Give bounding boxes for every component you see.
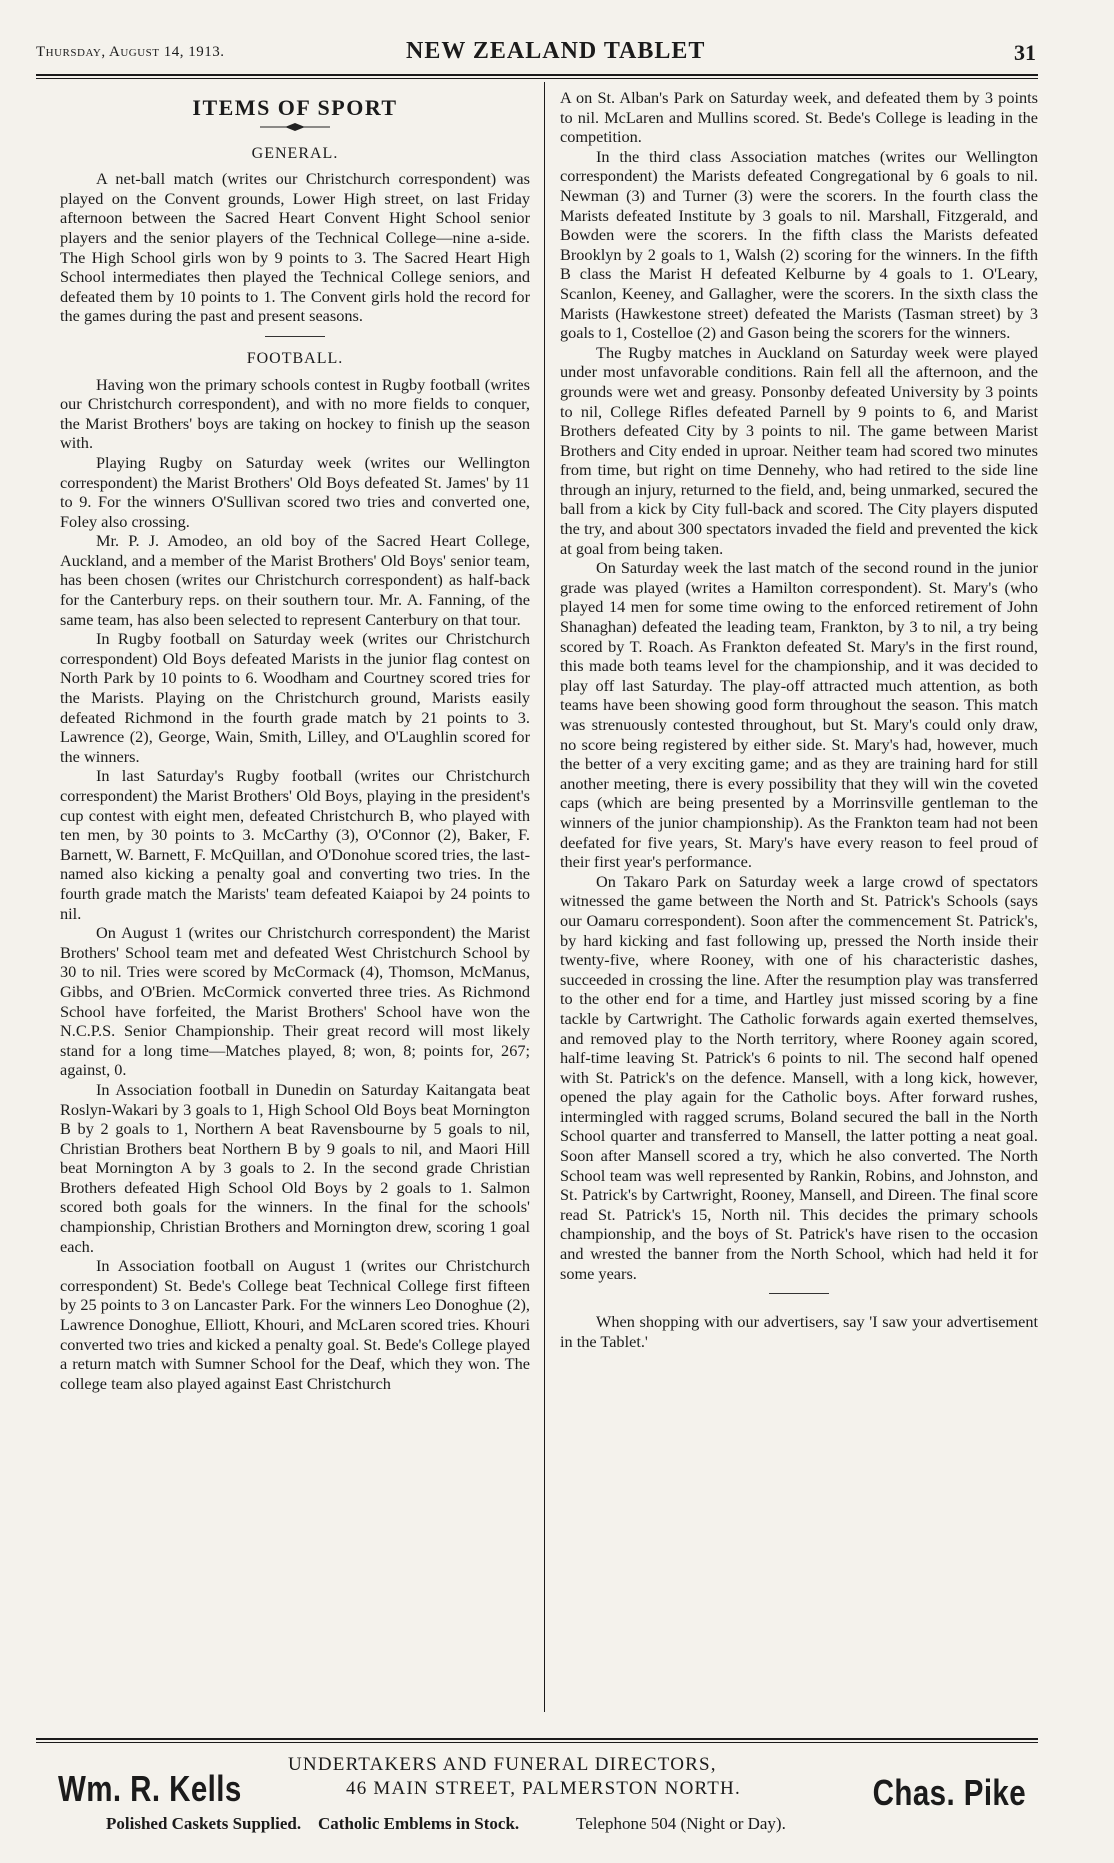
football-paragraph: Having won the primary schools contest in Rugby football (writes our Christchurch correspondent), and with no more fields to conquer, the Marist Brothers' boys are taking on hockey to finish up the season with. <box>60 374 530 453</box>
football-paragraph: In last Saturday's Rugby football (writes our Christchurch correspondent) the Marist Brothers' Old Boys, playing in the president's cup contest with eight men, defeated Christchurch B, who played with ten men, by 30 points to 3. McCarthy (3), O'Connor (2), Baker, F. Barnett, W. Barnett, F. McQuillan, and O'Donohue scored tries, the last-named also kicking a penalty goal and converting two tries. In the fourth grade match the Marists' team defeated Kaiapoi by 24 points to nil. <box>60 766 530 923</box>
caskets-line: Polished Caskets Supplied. <box>106 1814 302 1833</box>
advertiser-business: UNDERTAKERS AND FUNERAL DIRECTORS, <box>288 1754 717 1775</box>
advertiser-address: 46 MAIN STREET, PALMERSTON NORTH. <box>346 1778 741 1799</box>
advertiser-name-left: Wm. R. Kells <box>58 1768 242 1809</box>
right-column <box>560 88 1038 1351</box>
column-divider <box>544 82 545 1712</box>
football-paragraph: In the third class Association matches (writes our Wellington correspondent) the Marists defeated Congregational by 6 goals to nil. Newman (3) and Turner (3) were the scorers. In the fourth class the Marists defeated Institute by 3 goals to nil. Marshall, Fitzgerald, and Bowden were the scorers. In the fifth class the Marists defeated Brooklyn by 2 goals to 1, Walsh (2) scoring for the winners. In the fifth B class the Marist H defeated Kelburne by 4 goals to 1. O'Leary, Scanlon, Keeney, and Gallagher, were the scorers. In the sixth class the Marists (Hawkestone street) defeated the Marists (Tasman street) by 3 goals to 1, Costelloe (2) and Gason being the scorers for the winners. <box>560 146 1038 343</box>
section-rule <box>265 336 325 337</box>
football-paragraph: In Association football in Dunedin on Saturday Kaitangata beat Roslyn-Wakari by 3 goals to 1, High School Old Boys beat Mornington B by 2 goals to 1, Northern A beat Ravensbourne by 5 goals to nil, Christian Brothers beat Northern B by 9 goals to nil, and Maori Hill beat Mornington A by 3 goals to 2. In the second grade Christian Brothers defeated High School Old Boys by 2 goals to 1. Salmon scored both goals for the winners. In the final for the schools' championship, Christian Brothers and Mornington drew, scoring 1 goal each. <box>60 1079 530 1256</box>
football-paragraph: The Rugby matches in Auckland on Saturday week were played under most unfavorable conditions. Rain fell all the afternoon, and the grounds were wet and greasy. Ponsonby defeated University by 3 points to nil, College Rifles defeated Parnell by 9 points to 6, and Marist Brothers defeated City by 3 points to nil. The game between Marist Brothers and City ended in uproar. Neither team had scored two minutes from time, but right on time Dennehy, who had retired to the side line through an injury, returned to the field, and, being unmarked, secured the ball from a kick by City full-back and scored. The City players disputed the try, and about 300 spectators invaded the field and prevented the kick at goal from being taken. <box>560 342 1038 558</box>
page-header <box>36 38 1036 72</box>
footer-rule-thin <box>36 1742 1038 1743</box>
football-paragraph: Playing Rugby on Saturday week (writes our Wellington correspondent) the Marist Brothers' Old Boys defeated St. James' by 11 to 9. For the winners O'Sullivan scored two tries and converted one, Foley also crossing. <box>60 452 530 531</box>
football-paragraph: On August 1 (writes our Christchurch correspondent) the Marist Brothers' School team met and defeated West Christchurch School by 30 to nil. Tries were scored by McCormack (4), Thomson, McManus, Gibbs, and O'Brien. McCormick converted three tries. As Richmond School have forfeited, the Marist Brothers' School have won the N.C.P.S. Senior Championship. Their great record will most likely stand for a long time—Matches played, 8; won, 8; points for, 267; against, 0. <box>60 923 530 1080</box>
football-paragraph: On Takaro Park on Saturday week a large crowd of spectators witnessed the game between the North and St. Patrick's Schools (says our Oamaru correspondent). Soon after the commencement St. Patrick's, by hard kicking and fast following up, pressed the North inside their twenty-five, where Rooney, with one of his characteristic dashes, succeeded in crossing the line. After the resumption play was transferred to the other end for a time, and Hartley just missed scoring by a fine tackle by Cartwright. The Catholic forwards again exerted themselves, and removed play to the North territory, where Rooney again scored, half-time leaving St. Patrick's 6 points to nil. The second half opened with St. Patrick's on the defence. Mansell, with a long kick, however, opened the play again for the Catholic boys. After forward rushes, intermingled with ragged scrums, Boland secured the ball in the North School quarter and transferred to Mansell, the latter potting a neat goal. Soon after Mansell scored a try, which he also converted. The North School team was well represented by Rankin, Robins, and Johnston, and St. Patrick's by Cartwright, Rooney, Mansell, and Direen. The final score read St. Patrick's 15, North nil. This decides the primary schools championship, and the boys of St. Patrick's have risen to the occasion and wrested the banner from the North School, which had held it for some years. <box>560 871 1038 1283</box>
football-subhead: FOOTBALL. <box>246 349 344 367</box>
advertiser-note: When shopping with our advertisers, say 'I saw your advertisement in the Tablet.' <box>560 1312 1038 1351</box>
advertiser-name-right: Chas. Pike <box>872 1772 1026 1813</box>
football-paragraph: A on St. Alban's Park on Saturday week, and defeated them by 3 points to nil. McLaren and Mullins scored. St. Bede's College is leading in the competition. <box>560 88 1038 147</box>
funeral-advertisement <box>36 1750 1036 1850</box>
section-rule <box>769 1293 829 1294</box>
football-paragraph: In Association football on August 1 (writes our Christchurch correspondent) St. Bede's College beat Technical College first fifteen by 25 points to 3 on Lancaster Park. For the winners Leo Donoghue (2), Lawrence Donoghue, Elliott, Khouri, and McLaren scored tries. Khouri converted two tries and kicked a penalty goal. St. Bede's College played a return match with Sumner School for the Deaf, which they won. The college team also played against East Christchurch <box>60 1256 530 1393</box>
header-rule <box>36 74 1038 76</box>
general-subhead: GENERAL. <box>251 144 339 162</box>
header-rule-thin <box>36 78 1038 79</box>
football-paragraph: Mr. P. J. Amodeo, an old boy of the Sacred Heart College, Auckland, and a member of the Marist Brothers' Old Boys' senior team, has been chosen (writes our Christchurch correspondent) as half-back for the Canterbury reps. on their southern tour. Mr. A. Fanning, of the same team, has also been selected to represent Canterbury on that tour. <box>60 531 530 629</box>
telephone-line: Telephone 504 (Night or Day). <box>576 1814 786 1833</box>
left-column <box>60 88 530 1393</box>
page-number: 31 <box>1014 40 1036 65</box>
issue-date: Thursday, August 14, 1913. <box>36 44 225 60</box>
general-paragraph: A net-ball match (writes our Christchurch correspondent) was played on the Convent grounds, Lower High street, on last Friday afternoon between the Sacred Heart Convent Hight School senior players and the senior players of the Technical College—nine a-side. The High School girls won by 9 points to 3. The Sacred Heart High School intermediates then played the Technical College seniors, and defeated them by 10 points to 1. The Convent girls hold the record for the games during the past and present seasons. <box>60 169 530 326</box>
ornament-divider-icon <box>260 122 330 132</box>
football-paragraph: In Rugby football on Saturday week (writes our Christchurch correspondent) Old Boys defeated Marists in the junior flag contest on North Park by 10 points to 6. Woodham and Courtney scored tries for the Marists. Playing on the Christchurch ground, Marists easily defeated Richmond in the fourth grade match by 21 points to 3. Lawrence (2), George, Wain, Smith, Lilley, and O'Laughlin scored for the winners. <box>60 629 530 766</box>
publication-title: NEW ZEALAND TABLET <box>406 38 706 64</box>
footer-rule <box>36 1738 1038 1740</box>
football-paragraph: On Saturday week the last match of the second round in the junior grade was played (writes a Hamilton correspondent). St. Mary's (who played 14 men for some time owing to the enforced retirement of John Shanaghan) defeated the leading team, Frankton, by 3 to nil, a try being scored by T. Roach. As Frankton defeated St. Mary's in the first round, this made both teams level for the championship, and it was decided to play off last Saturday. The play-off attracted much attention, as both teams have been showing good form throughout the season. This match was strenuously contested throughout, but St. Mary's could only draw, no score being registered by either side. St. Mary's had, however, much the better of a very exciting game; and as they are training hard for still another meeting, there is every possibility that they will win the coveted caps (which are being presented by a Morrinsville gentleman to the winners of the junior championship). As the Frankton team had not been deefated for five years, St. Mary's have every reason to feel proud of their first year's performance. <box>560 558 1038 872</box>
article-heading: ITEMS OF SPORT <box>192 95 398 120</box>
emblems-line: Catholic Emblems in Stock. <box>318 1814 520 1833</box>
